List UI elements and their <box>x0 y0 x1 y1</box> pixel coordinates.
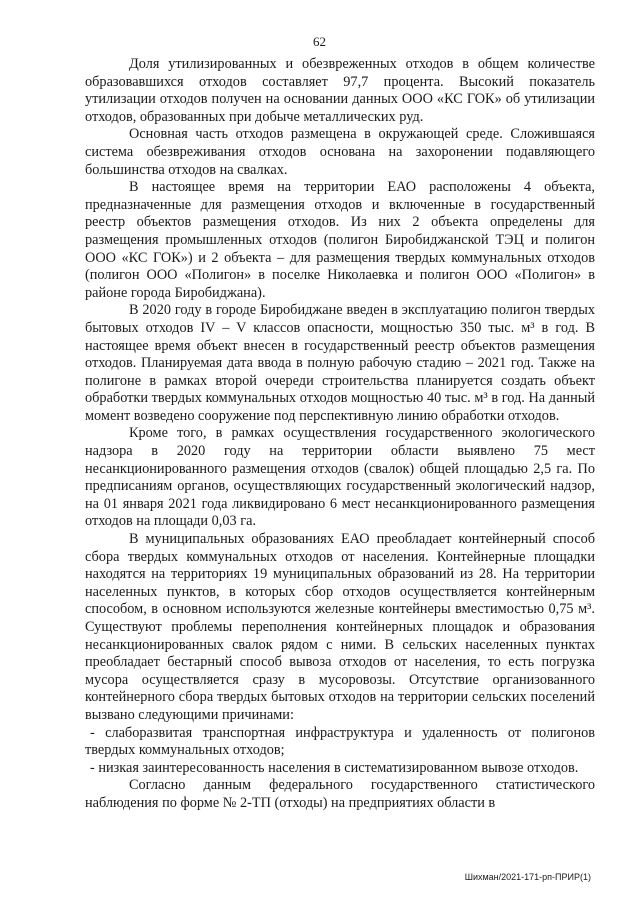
list-item-transport-infrastructure: - слаборазвитая транспортная инфраструктура и удаленность от полигонов твердых коммунальных отходов; <box>85 724 595 759</box>
paragraph-waste-in-environment: Основная часть отходов размещена в окружающей среде. Сложившаяся система обезвреживания отходов основана на захоронении подавляющего большинства отходов на свалках. <box>85 126 595 178</box>
paragraph-container-collection: В муниципальных образованиях ЕАО преобладает контейнерный способ сбора твердых коммунальных отходов от населения. Контейнерные площадки находятся на территориях 19 муниципальных образований из 28. На территории населенных пунктов, в которых сбор отходов осуществляется контейнерным способом, в основном используются железные контейнеры вместимостью 0,75 м³. Существуют проблемы переполнения контейнерных площадок и образования несанкционированных свалок рядом с ними. В сельских населенных пунктах преобладает бестарный способ вывоза отходов от населения, то есть погрузка мусора осуществляется сразу в мусоровозы. Отсутствие организованного контейнерного сбора твердых бытовых отходов на территории сельских поселений вызвано следующими причинами: <box>85 531 595 723</box>
document-body <box>85 56 595 813</box>
page-number: 62 <box>313 34 326 49</box>
document-code-footer: Шихман/2021-171-рп-ПРИР(1) <box>464 872 591 882</box>
paragraph-waste-utilization-share: Доля утилизированных и обезвреженных отходов в общем количестве образовавшихся отходов составляет 97,7 процента. Высокий показатель утилизации отходов получен на основании данных ООО «КС ГОК» об утилизации отходов, образованных при добыче металлических руд. <box>85 56 595 125</box>
paragraph-statistical-observation: Согласно данным федерального государственного статистического наблюдения по форме № 2-ТП (отходы) на предприятиях области в <box>85 777 595 811</box>
list-item-low-interest: - низкая заинтересованность населения в систематизированном вывозе отходов. <box>90 759 579 776</box>
paragraph-birobidzhan-landfill: В 2020 году в городе Биробиджане введен в эксплуатацию полигон твердых бытовых отходов IV – V классов опасности, мощностью 350 тыс. м³ в год. В настоящее время объект внесен в государственный реестр объектов размещения отходов. Планируемая дата ввода в полную рабочую стадию – 2021 год. Также на полигоне в рамках второй очереди строительства планируется создать объект обработки твердых коммунальных отходов мощностью 40 тыс. м³ в год. На данный момент возведено сооружение под перспективную линию обработки отходов. <box>85 302 595 424</box>
paragraph-unauthorized-dumps: Кроме того, в рамках осуществления государственного экологического надзора в 2020 году на территории области выявлено 75 мест несанкционированного размещения отходов (свалок) общей площадью 2,5 га. По предписаниям органов, осуществляющих государственный экологический надзор, на 01 января 2021 года ликвидировано 6 мест несанкционированного размещения отходов на площади 0,03 га. <box>85 425 595 530</box>
paragraph-waste-disposal-facilities: В настоящее время на территории ЕАО расположены 4 объекта, предназначенные для размещения отходов и включенные в государственный реестр объектов размещения отходов. Из них 2 объекта определены для размещения промышленных отходов (полигон Биробиджанской ТЭЦ и полигон ООО «КС ГОК») и 2 объекта – для размещения твердых коммунальных отходов (полигон ООО «Полигон» в поселке Николаевка и полигон ООО «Полигон» в районе города Биробиджана). <box>85 179 595 301</box>
